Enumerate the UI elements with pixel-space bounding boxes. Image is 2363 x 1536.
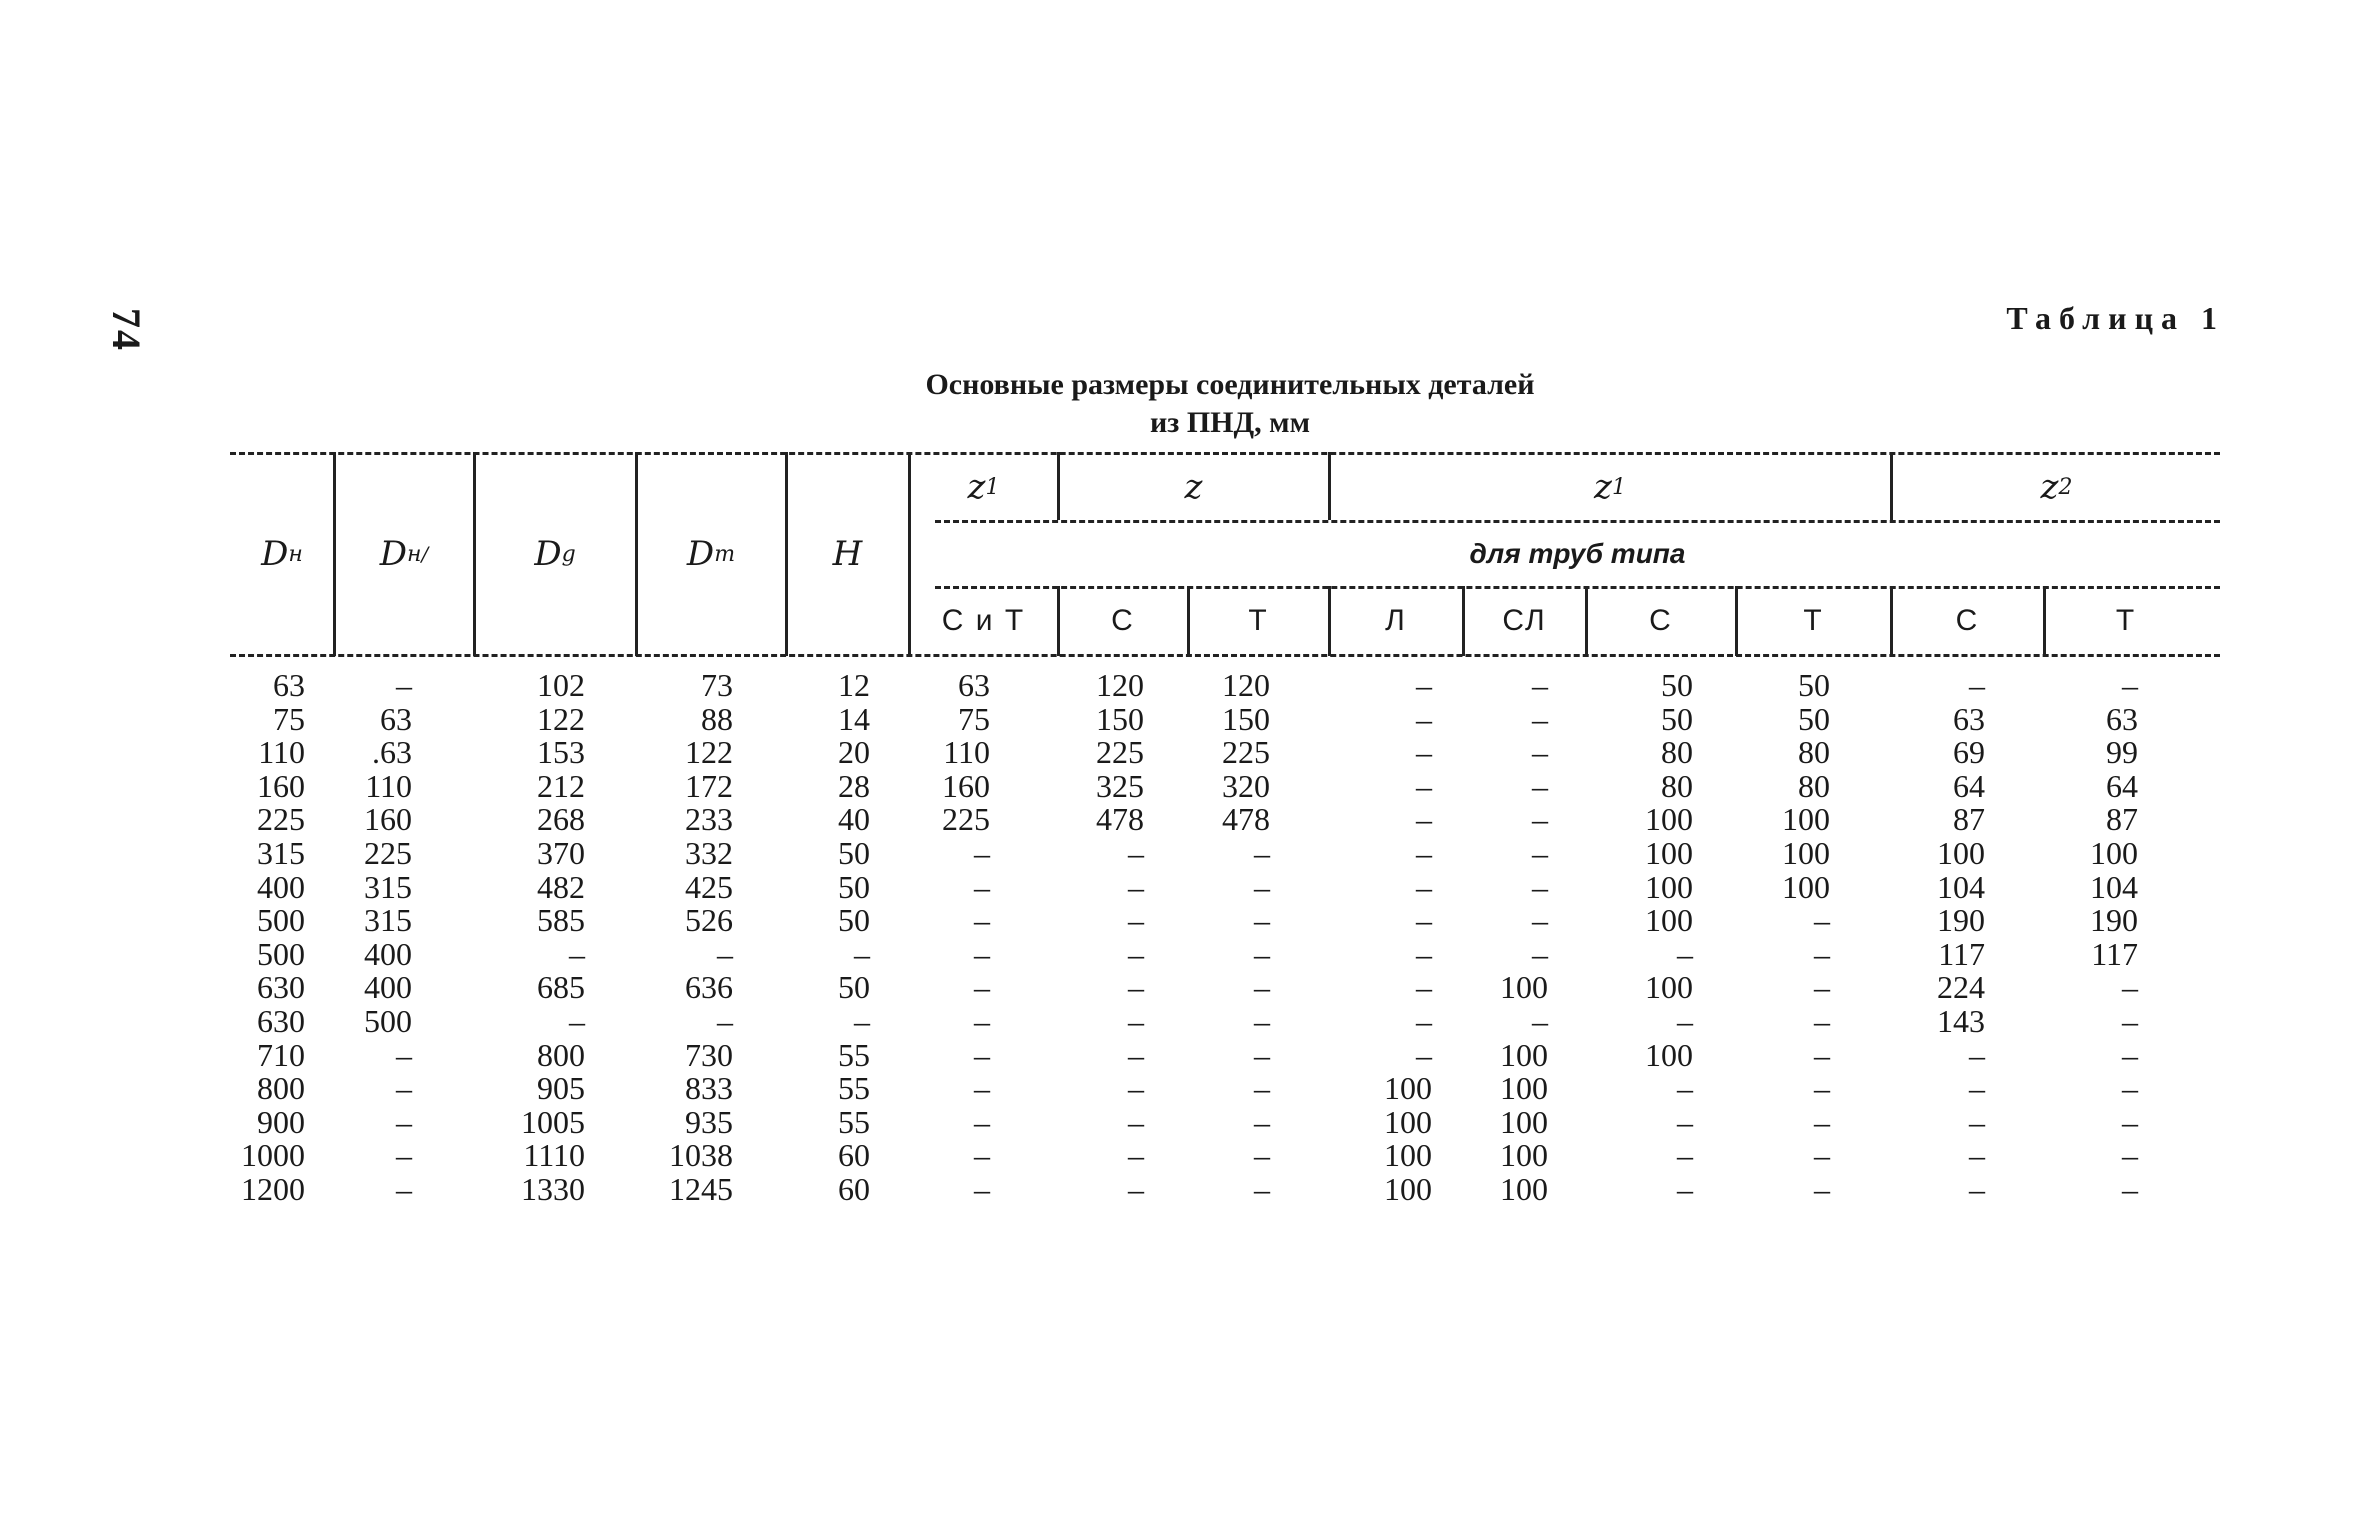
table-cell: 150 [1222,700,1270,737]
table-cell: .63 [372,734,412,771]
table-cell: 14 [838,700,870,737]
table-row [0,836,2363,870]
header-dn: D н [261,534,303,574]
table-cell: – [1814,1070,1830,1107]
table-cell: 268 [537,801,585,838]
table-cell: 482 [537,868,585,905]
table-cell: 1330 [521,1171,585,1207]
table-cell: – [854,935,870,972]
table-cell: 55 [838,1036,870,1073]
table-cell: 150 [1096,700,1144,737]
table-cell: 100 [1384,1137,1432,1174]
table-cell: – [396,1036,412,1073]
table-cell: 64 [2106,767,2138,804]
header-dt: D т [686,534,736,574]
table-cell: – [1128,1070,1144,1107]
table-cell: – [396,1103,412,1140]
table-cell: – [1254,969,1270,1006]
table-cell: – [569,935,585,972]
table-cell: – [1128,902,1144,939]
table-cell: 225 [257,801,305,838]
table-cell: 63 [273,667,305,703]
header-z: z [1184,467,1203,507]
table-cell: – [1416,734,1432,771]
page-number: 74 [104,308,149,352]
table-cell: 55 [838,1103,870,1140]
table-cell: 80 [1661,734,1693,771]
table-cell: 630 [257,1003,305,1039]
table-cell: 64 [1953,767,1985,804]
table-cell: 685 [537,969,585,1006]
table-cell: 69 [1953,734,1985,771]
header-z2: z 2 [2040,467,2073,507]
table-cell: 122 [537,700,585,737]
table-cell: – [854,1003,870,1039]
table-cell: – [2122,667,2138,703]
table-cell: – [396,1070,412,1107]
type-label: С и Т [941,604,1026,637]
table-cell: 117 [1938,935,1985,972]
table-cell: 172 [685,767,733,804]
table-cell: 315 [364,902,412,939]
table-cell: – [1416,1036,1432,1073]
table-cell: 50 [838,902,870,939]
table-row [0,970,2363,1004]
table-cell: 478 [1222,801,1270,838]
table-cell: – [1532,801,1548,838]
table-cell: – [974,1137,990,1174]
type-label: Т [1248,604,1269,637]
table-cell: – [1416,801,1432,838]
table-cell: 100 [1500,1103,1548,1140]
table-cell: – [974,1070,990,1107]
table-row [0,735,2363,769]
table-cell: 100 [1645,801,1693,838]
table-cell: – [717,935,733,972]
table-cell: 1245 [669,1171,733,1207]
table-row [0,1071,2363,1105]
table-cell: 800 [257,1070,305,1107]
table-cell: 100 [1645,902,1693,939]
table-cell: 102 [537,667,585,703]
table-cell: – [1416,902,1432,939]
header-bottom-rule [230,654,2220,657]
table-cell: – [1254,868,1270,905]
table-cell: – [1814,1103,1830,1140]
table-cell: 224 [1937,969,1985,1006]
table-cell: 80 [1661,767,1693,804]
table-cell: – [2122,1171,2138,1207]
table-row [0,937,2363,971]
table-row [0,802,2363,836]
table-cell: 80 [1798,767,1830,804]
table-cell: – [1532,767,1548,804]
table-cell: 117 [2091,935,2138,972]
table-cell: – [1677,935,1693,972]
header-h: H [832,534,863,574]
table-cell: 80 [1798,734,1830,771]
table-cell: 100 [1384,1171,1432,1207]
table-cell: – [1969,1036,1985,1073]
table-cell: – [1254,835,1270,871]
type-label: Л [1385,604,1407,637]
table-cell: 55 [838,1070,870,1107]
title-line-1: Основные размеры соединительных деталей [925,368,1535,401]
table-cell: 75 [958,700,990,737]
table-cell: 225 [942,801,990,838]
table-cell: 63 [958,667,990,703]
table-cell: 110 [365,767,412,804]
table-label: Таблица 1 [2006,300,2225,336]
table-cell: 63 [2106,700,2138,737]
table-cell: – [1532,734,1548,771]
table-cell: – [1814,969,1830,1006]
table-cell: – [1128,835,1144,871]
table-cell: 50 [1798,700,1830,737]
table-cell: 630 [257,969,305,1006]
table-cell: 500 [257,902,305,939]
table-cell: 500 [364,1003,412,1039]
table-cell: 400 [364,969,412,1006]
table-cell: 500 [257,935,305,972]
table-cell: 100 [1500,1137,1548,1174]
table-cell: 50 [838,969,870,1006]
table-cell: – [1969,1137,1985,1174]
table-cell: – [1128,1003,1144,1039]
table-cell: – [1416,835,1432,871]
table-cell: – [1969,1171,1985,1207]
table-cell: – [974,969,990,1006]
table-cell: 212 [537,767,585,804]
table-cell: – [1532,868,1548,905]
table-cell: 75 [273,700,305,737]
table-cell: 100 [1384,1103,1432,1140]
table-cell: – [1532,1003,1548,1039]
table-cell: 100 [2090,835,2138,871]
table-cell: – [1814,1003,1830,1039]
table-cell: – [1254,1137,1270,1174]
table-cell: 120 [1222,667,1270,703]
table-row [0,870,2363,904]
table-cell: 73 [701,667,733,703]
table-cell: – [1254,1003,1270,1039]
table-cell: – [1416,667,1432,703]
table-cell: 100 [1500,1070,1548,1107]
table-cell: – [1128,1036,1144,1073]
table-cell: 40 [838,801,870,838]
table-cell: 425 [685,868,733,905]
table-cell: 800 [537,1036,585,1073]
table-cell: 1038 [669,1137,733,1174]
table-cell: – [1128,1103,1144,1140]
table-cell: 100 [1500,1171,1548,1207]
table-cell: – [1677,1103,1693,1140]
table-cell: 100 [1645,1036,1693,1073]
table-cell: 50 [1661,700,1693,737]
table-cell: – [1814,935,1830,972]
table-cell: 710 [257,1036,305,1073]
table-cell: 160 [364,801,412,838]
title-line-2: из ПНД, мм [1149,406,1311,439]
type-label: С [1111,604,1135,637]
table-cell: 110 [258,734,305,771]
table-cell: – [2122,1036,2138,1073]
header-dg: D g [534,534,576,574]
table-cell: – [1532,935,1548,972]
table-cell: 100 [1500,1036,1548,1073]
table-cell: – [396,1171,412,1207]
table-cell: 50 [1798,667,1830,703]
table-cell: 400 [364,935,412,972]
table-cell: – [1677,1137,1693,1174]
table-cell: 100 [1645,969,1693,1006]
table-cell: 87 [1953,801,1985,838]
table-cell: – [396,667,412,703]
table-cell: 585 [537,902,585,939]
table-cell: – [974,935,990,972]
table-cell: 325 [1096,767,1144,804]
table-cell: 50 [838,868,870,905]
table-cell: – [1677,1171,1693,1207]
table-cell: 190 [1937,902,1985,939]
table-cell: 28 [838,767,870,804]
table-cell: 225 [364,835,412,871]
header-pipe-type: для труб типа [1469,538,1686,569]
table-cell: – [1677,1003,1693,1039]
table-row [0,1105,2363,1139]
table-cell: – [1254,902,1270,939]
type-label: С [1649,604,1673,637]
table-cell: 50 [838,835,870,871]
table-cell: – [974,902,990,939]
table-cell: 1200 [241,1171,305,1207]
table-cell: 1110 [523,1137,585,1174]
table-cell: 400 [257,868,305,905]
table-cell: – [974,1036,990,1073]
table-cell: – [1969,1103,1985,1140]
table-cell: – [2122,1103,2138,1140]
header-dn-prime: D н / [379,534,429,574]
table-cell: 60 [838,1171,870,1207]
table-cell: 110 [943,734,990,771]
table-cell: – [1814,902,1830,939]
table-cell: 120 [1096,667,1144,703]
table-row [0,1004,2363,1038]
table-cell: 160 [257,767,305,804]
table-cell: 190 [2090,902,2138,939]
type-label: С [1955,604,1980,637]
table-cell: 100 [1782,835,1830,871]
table-row [0,1172,2363,1206]
table-cell: – [717,1003,733,1039]
table-cell: 315 [257,835,305,871]
table-cell: 332 [685,835,733,871]
table-cell: 233 [685,801,733,838]
table-cell: 63 [1953,700,1985,737]
table-cell: 153 [537,734,585,771]
table-cell: – [1416,767,1432,804]
type-label: Т [1803,604,1824,637]
table-cell: – [1416,868,1432,905]
type-label: СЛ [1502,604,1547,637]
table-cell: 225 [1222,734,1270,771]
table-cell: 63 [380,700,412,737]
table-cell: – [1416,1003,1432,1039]
table-cell: 99 [2106,734,2138,771]
table-cell: 1000 [241,1137,305,1174]
table-cell: 370 [537,835,585,871]
table-cell: – [1814,1171,1830,1207]
table-cell: 636 [685,969,733,1006]
table-cell: 900 [257,1103,305,1140]
table-cell: – [1254,1070,1270,1107]
table-cell: 1005 [521,1103,585,1140]
table-cell: 87 [2106,801,2138,838]
table-cell: – [569,1003,585,1039]
table-title [870,366,1590,442]
table-cell: 225 [1096,734,1144,771]
table-cell: – [1254,1036,1270,1073]
header-z1-b: z 1 [1594,467,1626,507]
table-row [0,1038,2363,1072]
table-cell: 526 [685,902,733,939]
table-cell: – [1128,868,1144,905]
table-cell: 320 [1222,767,1270,804]
table-cell: – [1814,1137,1830,1174]
table-cell: – [1416,969,1432,1006]
table-cell: 143 [1937,1003,1985,1039]
table-cell: 104 [1937,868,1985,905]
table-cell: – [1128,1137,1144,1174]
table-cell: – [2122,969,2138,1006]
table-cell: 122 [685,734,733,771]
table-cell: 100 [1782,868,1830,905]
table-cell: – [1532,835,1548,871]
table-cell: 100 [1500,969,1548,1006]
table-cell: – [1532,667,1548,703]
table-cell: – [974,1103,990,1140]
table-cell: 12 [838,667,870,703]
table-row [0,702,2363,736]
table-cell: 100 [1645,835,1693,871]
table-cell: – [1254,1171,1270,1207]
table-cell: – [1969,667,1985,703]
table-cell: 833 [685,1070,733,1107]
table-cell: – [1128,935,1144,972]
table-cell: – [2122,1070,2138,1107]
table-cell: – [974,835,990,871]
table-cell: – [1677,1070,1693,1107]
table-cell: 315 [364,868,412,905]
table-cell: 100 [1937,835,1985,871]
table-cell: 60 [838,1137,870,1174]
table-row [0,668,2363,702]
table-cell: – [1128,969,1144,1006]
table-cell: – [2122,1137,2138,1174]
table-cell: 905 [537,1070,585,1107]
table-cell: – [1254,1103,1270,1140]
table-cell: 20 [838,734,870,771]
table-cell: – [1254,935,1270,972]
table-cell: – [974,1171,990,1207]
table-cell: – [1969,1070,1985,1107]
header-z1-a: z 1 [967,467,1000,507]
table-cell: 100 [1645,868,1693,905]
table-cell: 50 [1661,667,1693,703]
table-cell: – [1128,1171,1144,1207]
table-cell: – [2122,1003,2138,1039]
table-cell: 100 [1782,801,1830,838]
table-cell: 100 [1384,1070,1432,1107]
table-cell: 730 [685,1036,733,1073]
table-cell: – [974,868,990,905]
table-cell: – [1532,700,1548,737]
table-cell: – [396,1137,412,1174]
table-cell: – [974,1003,990,1039]
table-cell: 88 [701,700,733,737]
table-row [0,1138,2363,1172]
table-cell: 478 [1096,801,1144,838]
table-cell: – [1814,1036,1830,1073]
table-row [0,903,2363,937]
table-cell: 160 [942,767,990,804]
table-cell: 935 [685,1103,733,1140]
table-row [0,769,2363,803]
type-label: Т [2115,604,2137,637]
table-cell: 104 [2090,868,2138,905]
table-cell: – [1416,700,1432,737]
table-cell: – [1532,902,1548,939]
table-cell: – [1416,935,1432,972]
